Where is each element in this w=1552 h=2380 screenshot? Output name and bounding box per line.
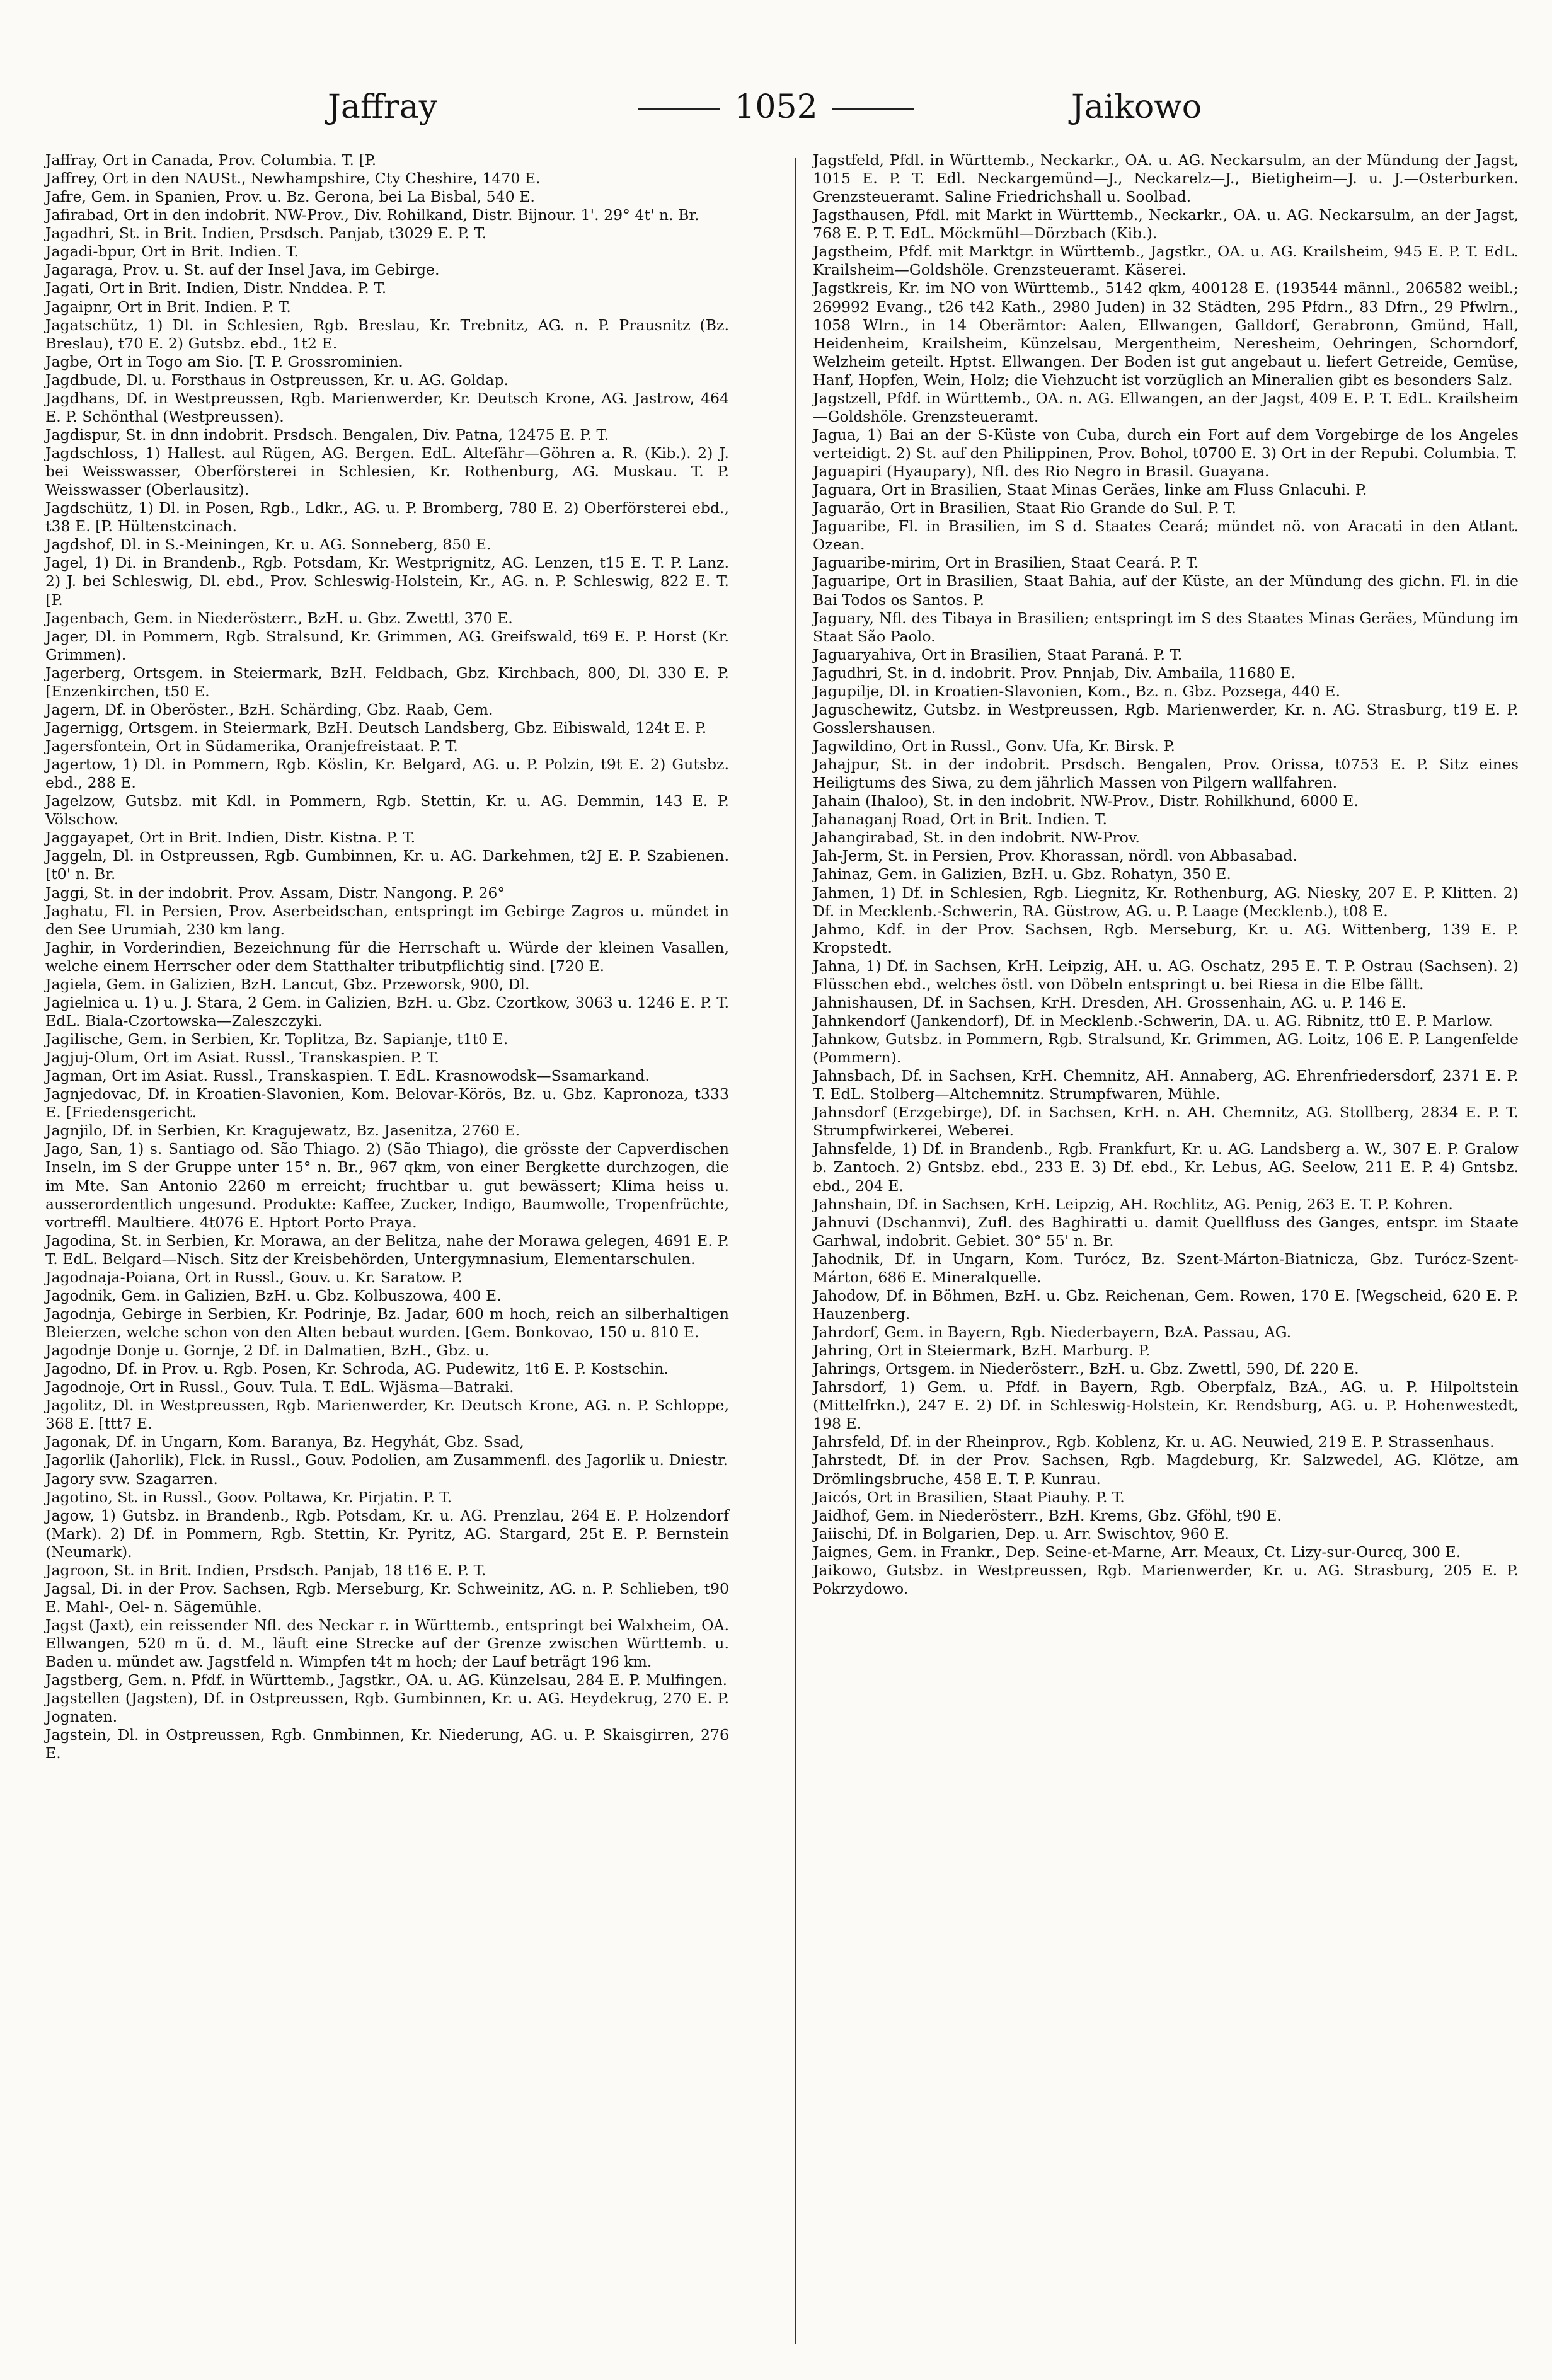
dictionary-entry: Jagupilje, Dl. in Kroatien-Slavonien, Kom., Bz. n. Gbz. Pozsega, 440 E. bbox=[813, 682, 1341, 700]
dictionary-entry: Jagodnje Donje u. Gornje, 2 Df. in Dalmatien, BzH., Gbz. u. bbox=[45, 1342, 490, 1360]
dictionary-entry: Jahnkendorf (Jankendorf), Df. in Mecklenb.-Schwerin, DA. u. AG. Ribnitz, tt0 E. P. Marlow. bbox=[813, 1011, 1493, 1030]
dictionary-entry: Jaggeln, Dl. in Ostpreussen, Rgb. Gumbinnen, Kr. u. AG. Darkehmen, t2J E. P. Szabienen. [t0' n. Br. bbox=[45, 847, 729, 883]
dictionary-entry: Jaignes, Gem. in Frankr., Dep. Seine-et-Marne, Arr. Meaux, Ct. Lizy-sur-Ourcq, 300 E. bbox=[813, 1543, 1461, 1561]
dictionary-entry: Jaghir, in Vorderindien, Bezeichnung für die Herrschaft u. Würde der kleinen Vasallen, welche einem Herrscher oder dem Statthalter tributpflichtig sind. [720 E. bbox=[45, 938, 729, 975]
dictionary-entry: Jagua, 1) Bai an der S-Küste von Cuba, durch ein Fort auf dem Vorgebirge de los Angeles verteidigt. 2) St. auf den Philippinen, Prov. Bohol, t0700 E. 3) Ort in der Repubi. Columbia. T. bbox=[813, 425, 1519, 462]
dictionary-entry: Jahinaz, Gem. in Galizien, BzH. u. Gbz. Rohatyn, 350 E. bbox=[813, 865, 1231, 883]
dictionary-entry: Jaguaribe-mirim, Ort in Brasilien, Staat Ceará. P. T. bbox=[813, 554, 1199, 572]
dictionary-entry: Jahring, Ort in Steiermark, BzH. Marburg. P. bbox=[813, 1342, 1151, 1360]
dictionary-entry: Jagadi-bpur, Ort in Brit. Indien. T. bbox=[45, 243, 299, 261]
dictionary-entry: Jaffray, Ort in Canada, Prov. Columbia. T. [P. bbox=[45, 151, 377, 169]
dictionary-entry: Jagsal, Di. in der Prov. Sachsen, Rgb. Merseburg, Kr. Schweinitz, AG. n. P. Schlieben, t90 E. Mahl-, Oel- n. Sägemühle. bbox=[45, 1579, 729, 1616]
header-dash-right bbox=[832, 108, 914, 110]
dictionary-entry: Jaghatu, Fl. in Persien, Prov. Aserbeidschan, entspringt im Gebirge Zagros u. mündet in den See Urumiah, 230 km lang. bbox=[45, 902, 729, 938]
dictionary-entry: Jagst (Jaxt), ein reissender Nfl. des Neckar r. in Württemb., entspringt bei Walxheim, OA. Ellwangen, 520 m ü. d. M., läuft eine Strecke auf der Grenze zwischen Württemb. u. Baden u. mündet aw. Jagstfeld n. Wimpfen t4t m hoch; der Lauf beträgt 196 km. bbox=[45, 1616, 729, 1671]
dictionary-entry: Jagerberg, Ortsgem. in Steiermark, BzH. Feldbach, Gbz. Kirchbach, 800, Dl. 330 E. P. [Enzenkirchen, t50 E. bbox=[45, 664, 729, 700]
dictionary-entry: Jagolitz, Dl. in Westpreussen, Rgb. Marienwerder, Kr. Deutsch Krone, AG. n. P. Schloppe, 368 E. [ttt7 E. bbox=[45, 1396, 729, 1433]
dictionary-entry: Jahain (Ihaloo), St. in den indobrit. NW-Prov., Distr. Rohilkhund, 6000 E. bbox=[813, 792, 1359, 810]
dictionary-entry: Jagstberg, Gem. n. Pfdf. in Württemb., Jagstkr., OA. u. AG. Künzelsau, 284 E. P. Mulfingen. bbox=[45, 1671, 728, 1689]
dictionary-entry: Jagstfeld, Pfdl. in Württemb., Neckarkr., OA. u. AG. Neckarsulm, an der Mündung der Jagst, 1015 E. P. T. Edl. Neckargemünd—J., Neckarelz—J., Bietigheim—J. u. J.—Osterburken. Grenzsteueramt. Saline Friedrichshall u. Soolbad. bbox=[813, 151, 1519, 206]
dictionary-entry: Jagbe, Ort in Togo am Sio. [T. P. Grossrominien. bbox=[45, 352, 403, 371]
dictionary-entry: Jahrsdorf, 1) Gem. u. Pfdf. in Bayern, Rgb. Oberpfalz, BzA., AG. u. P. Hilpoltstein (Mittelfrkn.), 247 E. 2) Df. in Schleswig-Holstein, Kr. Rendsburg, AG. u. P. Hohenwestedt, 198 E. bbox=[813, 1378, 1519, 1433]
dictionary-entry: Jagstzell, Pfdf. in Württemb., OA. n. AG. Ellwangen, an der Jagst, 409 E. P. T. EdL. Krailsheim—Goldshöle. Grenzsteueramt. bbox=[813, 389, 1519, 425]
header-left-word: Jaffray bbox=[328, 88, 438, 126]
dictionary-entry: Jaikowo, Gutsbz. in Westpreussen, Rgb. Marienwerder, Kr. u. AG. Strasburg, 205 E. P. Pokrzydowo. bbox=[813, 1561, 1519, 1597]
page-header bbox=[0, 82, 1552, 132]
dictionary-entry: Jahajpur, St. in der indobrit. Prsdsch. Bengalen, Prov. Orissa, t0753 E. P. Sitz eines Heiligtums des Siwa, zu dem jährlich Massen von Pilgern wallfahren. bbox=[813, 756, 1519, 792]
dictionary-entry: Jago, San, 1) s. Santiago od. São Thiago. 2) (São Thiago), die grösste der Capverdischen Inseln, im S der Gruppe unter 15° n. Br., 967 qkm, von einer Bergkette durchzogen, die im Mte. San Antonio 2260 m erreicht; fruchtbar u. gut bewässert; Klima heiss u. ausserordentlich ungesund. Produkte: Kaffee, Zucker, Indigo, Baumwolle, Tropenfrüchte, vortreffl. Maultiere. 4t076 E. Hptort Porto Praya. bbox=[45, 1140, 729, 1231]
dictionary-entry: Jagow, 1) Gutsbz. in Brandenb., Rgb. Potsdam, Kr. u. AG. Prenzlau, 264 E. P. Holzendorf (Mark). 2) Df. in Pommern, Rgb. Stettin, Kr. Pyritz, AG. Stargard, 25t E. P. Bernstein (Neumark). bbox=[45, 1506, 729, 1561]
dictionary-entry: Jaiischi, Df. in Bolgarien, Dep. u. Arr. Swischtov, 960 E. bbox=[813, 1524, 1230, 1543]
dictionary-entry: Jagudhri, St. in d. indobrit. Prov. Pnnjab, Div. Ambaila, 11680 E. bbox=[813, 664, 1296, 682]
dictionary-entry: Jahnkow, Gutsbz. in Pommern, Rgb. Stralsund, Kr. Grimmen, AG. Loitz, 106 E. P. Langenfelde (Pommern). bbox=[813, 1030, 1519, 1067]
dictionary-entry: Jagdispur, St. in dnn indobrit. Prsdsch. Bengalen, Div. Patna, 12475 E. P. T. bbox=[45, 425, 609, 444]
dictionary-entry: Jaggayapet, Ort in Brit. Indien, Distr. Kistna. P. T. bbox=[45, 829, 416, 847]
dictionary-entry: Jagdshof, Dl. in S.-Meiningen, Kr. u. AG. Sonneberg, 850 E. bbox=[45, 536, 491, 554]
dictionary-entry: Jahanaganj Road, Ort in Brit. Indien. T. bbox=[813, 810, 1107, 829]
dictionary-entry: Jaffrey, Ort in den NAUSt., Newhampshire, Cty Cheshire, 1470 E. bbox=[45, 170, 541, 188]
dictionary-entry: Jagadhri, St. in Brit. Indien, Prsdsch. Panjab, t3029 E. P. T. bbox=[45, 224, 487, 243]
dictionary-entry: Jagdschütz, 1) Dl. in Posen, Rgb., Ldkr., AG. u. P. Bromberg, 780 E. 2) Oberförsterei ebd., t38 E. [P. Hültenstcinach. bbox=[45, 499, 729, 536]
dictionary-entry: Jagstkreis, Kr. im NO von Württemb., 5142 qkm, 400128 E. (193544 männl., 206582 weibl.; 269992 Evang., t26 t42 Kath., 2980 Juden) in 32 Städten, 295 Pfdrn., 83 Dfrn., 29 Pfwlrn., 1058 Wlrn., in 14 Oberämtor: Aalen, Ellwangen, Galldorf, Gerabronn, Gmünd, Hall, Heidenheim, Krailsheim, Künzelsau, Mergentheim, Neresheim, Oehringen, Schorndorf, Welzheim geteilt. Hptst. Ellwangen. Der Boden ist gut angebaut u. liefert Getreide, Gemüse, Hanf, Hopfen, Wein, Holz; die Viehzucht ist vorzüglich an Mineralien gibt es besonders Salz. bbox=[813, 279, 1519, 389]
dictionary-entry: Jahnshain, Df. in Sachsen, KrH. Leipzig, AH. Rochlitz, AG. Penig, 263 E. T. P. Kohren. bbox=[813, 1195, 1453, 1213]
dictionary-entry: Jagory svw. Szagarren. bbox=[45, 1469, 218, 1488]
dictionary-entry: Jaguara, Ort in Brasilien, Staat Minas Geräes, linke am Fluss Gnlacuhi. P. bbox=[813, 481, 1367, 499]
dictionary-entry: Jager, Dl. in Pommern, Rgb. Stralsund, Kr. Grimmen, AG. Greifswald, t69 E. P. Horst (Kr. Grimmen). bbox=[45, 627, 729, 664]
dictionary-entry: Jaguaryahiva, Ort in Brasilien, Staat Paraná. P. T. bbox=[813, 645, 1183, 664]
dictionary-entry: Jagman, Ort im Asiat. Russl., Transkaspien. T. EdL. Krasnowodsk—Ssamarkand. bbox=[45, 1067, 650, 1085]
left-column bbox=[45, 151, 729, 1763]
dictionary-entry: Jahrdorf, Gem. in Bayern, Rgb. Niederbayern, BzA. Passau, AG. bbox=[813, 1323, 1292, 1341]
dictionary-entry: Jagorlik (Jahorlik), Flck. in Russl., Gouv. Podolien, am Zusammenfl. des Jagorlik u. Dniestr. bbox=[45, 1451, 728, 1469]
dictionary-entry: Jagielnica u. 1) u. J. Stara, 2 Gem. in Galizien, BzH. u. Gbz. Czortkow, 3063 u. 1246 E. P. T. EdL. Biala-Czortowska—Zaleszczyki. bbox=[45, 993, 729, 1030]
dictionary-entry: Jahnuvi (Dschannvi), Zufl. des Baghiratti u. damit Quellfluss des Ganges, entspr. im Staate Garhwal, indobrit. Gebiet. 30° 55' n. Br. bbox=[813, 1213, 1519, 1250]
dictionary-entry: Jagodno, Df. in Prov. u. Rgb. Posen, Kr. Schroda, AG. Pudewitz, 1t6 E. P. Kostschin. bbox=[45, 1360, 669, 1378]
dictionary-entry: Jahangirabad, St. in den indobrit. NW-Prov. bbox=[813, 829, 1140, 847]
dictionary-entry: Jagel, 1) Di. in Brandenb., Rgb. Potsdam, Kr. Westprignitz, AG. Lenzen, t15 E. T. P. Lanz. 2) J. bei Schleswig, Dl. ebd., Prov. Schleswig-Holstein, Kr., AG. n. P. Schleswig, 822 E. T. [P. bbox=[45, 554, 729, 609]
dictionary-entry: Jagaipnr, Ort in Brit. Indien. P. T. bbox=[45, 297, 291, 316]
dictionary-entry: Jagernigg, Ortsgem. in Steiermark, BzH. Deutsch Landsberg, Gbz. Eibiswald, 124t E. P. bbox=[45, 718, 707, 737]
dictionary-entry: Jahmo, Kdf. in der Prov. Sachsen, Rgb. Merseburg, Kr. u. AG. Wittenberg, 139 E. P. Kropstedt. bbox=[813, 920, 1519, 957]
dictionary-entry: Jagilische, Gem. in Serbien, Kr. Toplitza, Bz. Sapianje, t1t0 E. bbox=[45, 1030, 509, 1048]
dictionary-entry: Jagatschütz, 1) Dl. in Schlesien, Rgb. Breslau, Kr. Trebnitz, AG. n. P. Prausnitz (Bz. Breslau), t70 E. 2) Gutsbz. ebd., 1t2 E. bbox=[45, 316, 729, 352]
dictionary-entry: Jagelzow, Gutsbz. mit Kdl. in Pommern, Rgb. Stettin, Kr. u. AG. Demmin, 143 E. P. Völschow. bbox=[45, 792, 729, 829]
dictionary-entry: Jagonak, Df. in Ungarn, Kom. Baranya, Bz. Hegyhát, Gbz. Ssad, bbox=[45, 1433, 524, 1451]
dictionary-entry: Jafre, Gem. in Spanien, Prov. u. Bz. Gerona, bei La Bisbal, 540 E. bbox=[45, 188, 535, 206]
dictionary-entry: Jafirabad, Ort in den indobrit. NW-Prov., Div. Rohilkand, Distr. Bijnour. 1'. 29° 4t' n. Br. bbox=[45, 206, 699, 224]
dictionary-entry: Jahrings, Ortsgem. in Niederösterr., BzH. u. Gbz. Zwettl, 590, Df. 220 E. bbox=[813, 1360, 1359, 1378]
dictionary-entry: Jagstein, Dl. in Ostpreussen, Rgb. Gnmbinnen, Kr. Niederung, AG. u. P. Skaisgirren, 276 E. bbox=[45, 1726, 729, 1762]
dictionary-entry: Jagstheim, Pfdf. mit Marktgr. in Württemb., Jagstkr., OA. u. AG. Krailsheim, 945 E. P. T. EdL. Krailsheim—Goldshöle. Grenzsteueramt. Käserei. bbox=[813, 243, 1519, 279]
dictionary-entry: Jagodina, St. in Serbien, Kr. Morawa, an der Belitza, nahe der Morawa gelegen, 4691 E. P. T. EdL. Belgard—Nisch. Sitz der Kreisbehörden, Untergymnasium, Elementarschulen. bbox=[45, 1231, 729, 1268]
dictionary-entry: Jahodnik, Df. in Ungarn, Kom. Turócz, Bz. Szent-Márton-Biatnicza, Gbz. Turócz-Szent-Márton, 686 E. Mineralquelle. bbox=[813, 1250, 1519, 1286]
dictionary-entry: Jagodnik, Gem. in Galizien, BzH. u. Gbz. Kolbuszowa, 400 E. bbox=[45, 1286, 502, 1304]
dictionary-entry: Jagodnoje, Ort in Russl., Gouv. Tula. T. EdL. Wjäsma—Batraki. bbox=[45, 1378, 514, 1396]
header-center bbox=[0, 82, 1552, 132]
dictionary-entry: Jahnishausen, Df. in Sachsen, KrH. Dresden, AH. Grossenhain, AG. u. P. 146 E. bbox=[813, 993, 1407, 1011]
dictionary-entry: Jagodnja, Gebirge in Serbien, Kr. Podrinje, Bz. Jadar, 600 m hoch, reich an silberhaltigen Bleierzen, welche schon von den Alten bebaut wurden. [Gem. Bonkovao, 150 u. 810 E. bbox=[45, 1304, 729, 1341]
dictionary-entry: Jagern, Df. in Oberöster., BzH. Schärding, Gbz. Raab, Gem. bbox=[45, 700, 493, 718]
dictionary-entry: Jagertow, 1) Dl. in Pommern, Rgb. Köslin, Kr. Belgard, AG. u. P. Polzin, t9t E. 2) Gutsbz. ebd., 288 E. bbox=[45, 756, 729, 792]
dictionary-entry: Jaguarão, Ort in Brasilien, Staat Rio Grande do Sul. P. T. bbox=[813, 499, 1237, 517]
dictionary-entry: Jahnsdorf (Erzgebirge), Df. in Sachsen, KrH. n. AH. Chemnitz, AG. Stollberg, 2834 E. P. T. Strumpfwirkerei, Weberei. bbox=[813, 1103, 1519, 1140]
dictionary-entry: Jagstellen (Jagsten), Df. in Ostpreussen, Rgb. Gumbinnen, Kr. u. AG. Heydekrug, 270 E. P. Jognaten. bbox=[45, 1689, 729, 1726]
dictionary-entry: Jagaraga, Prov. u. St. auf der Insel Java, im Gebirge. bbox=[45, 261, 440, 279]
header-dash-left bbox=[638, 108, 720, 110]
right-column bbox=[813, 151, 1519, 1598]
page-number: 1052 bbox=[734, 88, 818, 126]
dictionary-entry: Jahrstedt, Df. in der Prov. Sachsen, Rgb. Magdeburg, Kr. Salzwedel, AG. Klötze, am Drömlingsbruche, 458 E. T. P. Kunrau. bbox=[813, 1451, 1519, 1488]
dictionary-entry: Jagotino, St. in Russl., Goov. Poltawa, Kr. Pirjatin. P. T. bbox=[45, 1488, 452, 1506]
dictionary-entry: Jahrsfeld, Df. in der Rheinprov., Rgb. Koblenz, Kr. u. AG. Neuwied, 219 E. P. Strassenhaus. bbox=[813, 1433, 1495, 1451]
dictionary-entry: Jahodow, Df. in Böhmen, BzH. u. Gbz. Reichenan, Gem. Rowen, 170 E. [Wegscheid, 620 E. P. Hauzenberg. bbox=[813, 1286, 1519, 1323]
dictionary-entry: Jagroon, St. in Brit. Indien, Prsdsch. Panjab, 18 t16 E. P. T. bbox=[45, 1561, 486, 1579]
dictionary-entry: Jagdschloss, 1) Hallest. aul Rügen, AG. Bergen. EdL. Altefähr—Göhren a. R. (Kib.). 2) J. bei Weisswasser, Oberförsterei in Schlesien, Kr. Rothenburg, AG. Muskau. T. P. Weisswasser (Oberlausitz). bbox=[45, 444, 729, 499]
dictionary-entry: Jaggi, St. in der indobrit. Prov. Assam, Distr. Nangong. P. 26° bbox=[45, 883, 505, 902]
dictionary-entry: Jagenbach, Gem. in Niederösterr., BzH. u. Gbz. Zwettl, 370 E. bbox=[45, 609, 513, 627]
dictionary-entry: Jagjuj-Olum, Ort im Asiat. Russl., Transkaspien. P. T. bbox=[45, 1049, 439, 1067]
dictionary-entry: Jagati, Ort in Brit. Indien, Distr. Nnddea. P. T. bbox=[45, 279, 387, 297]
dictionary-entry: Jagsthausen, Pfdl. mit Markt in Württemb., Neckarkr., OA. u. AG. Neckarsulm, an der Jagst, 768 E. P. T. EdL. Möckmühl—Dörzbach (Kib.). bbox=[813, 206, 1519, 243]
dictionary-entry: Jahna, 1) Df. in Sachsen, KrH. Leipzig, AH. u. AG. Oschatz, 295 E. T. P. Ostrau (Sachsen). 2) Flüsschen ebd., welches östl. von Döbeln entspringt u. bei Riesa in die Elbe fällt. bbox=[813, 957, 1519, 993]
dictionary-entry: Jaguaripe, Ort in Brasilien, Staat Bahia, auf der Küste, an der Mündung des gichn. Fl. in die Bai Todos os Santos. P. bbox=[813, 572, 1519, 609]
dictionary-entry: Jahmen, 1) Df. in Schlesien, Rgb. Liegnitz, Kr. Rothenburg, AG. Niesky, 207 E. P. Klitten. 2) Df. in Mecklenb.-Schwerin, RA. Güstrow, AG. u. P. Laage (Mecklenb.), t08 E. bbox=[813, 883, 1519, 920]
dictionary-entry: Jaguary, Nfl. des Tibaya in Brasilien; entspringt im S des Staates Minas Geräes, Mündung im Staat São Paolo. bbox=[813, 609, 1519, 645]
dictionary-entry: Jagiela, Gem. in Galizien, BzH. Lancut, Gbz. Przeworsk, 900, Dl. bbox=[45, 975, 530, 993]
dictionary-entry: Jah-Jerm, St. in Persien, Prov. Khorassan, nördl. von Abbasabad. bbox=[813, 847, 1298, 865]
dictionary-entry: Jagodnaja-Poiana, Ort in Russl., Gouv. u. Kr. Saratow. P. bbox=[45, 1268, 463, 1286]
dictionary-entry: Jagdhans, Df. in Westpreussen, Rgb. Marienwerder, Kr. Deutsch Krone, AG. Jastrow, 464 E. P. Schönthal (Westpreussen). bbox=[45, 389, 729, 425]
dictionary-entry: Jagnjedovac, Df. in Kroatien-Slavonien, Kom. Belovar-Körös, Bz. u. Gbz. Kapronoza, t333 E. [Friedensgericht. bbox=[45, 1085, 729, 1122]
column-divider bbox=[795, 158, 796, 2344]
dictionary-entry: Jahnsfelde, 1) Df. in Brandenb., Rgb. Frankfurt, Kr. u. AG. Landsberg a. W., 307 E. P. Gralow b. Zantoch. 2) Gntsbz. ebd., 233 E. 3) Df. ebd., Kr. Lebus, AG. Seelow, 211 E. P. 4) Gntsbz. ebd., 204 E. bbox=[813, 1140, 1519, 1195]
dictionary-entry: Jaidhof, Gem. in Niederösterr., BzH. Krems, Gbz. Gföhl, t90 E. bbox=[813, 1506, 1282, 1524]
dictionary-entry: Jaguaribe, Fl. in Brasilien, im S d. Staates Ceará; mündet nö. von Aracati in den Atlant. Ozean. bbox=[813, 517, 1519, 554]
dictionary-entry: Jaguapiri (Hyaupary), Nfl. des Rio Negro in Brasil. Guayana. bbox=[813, 463, 1270, 481]
dictionary-entry: Jaguschewitz, Gutsbz. in Westpreussen, Rgb. Marienwerder, Kr. n. AG. Strasburg, t19 E. P. Gosslershausen. bbox=[813, 700, 1519, 737]
dictionary-entry: Jagnjilo, Df. in Serbien, Kr. Kragujewatz, Bz. Jasenitza, 2760 E. bbox=[45, 1122, 520, 1140]
dictionary-entry: Jagersfontein, Ort in Südamerika, Oranjefreistaat. P. T. bbox=[45, 737, 458, 755]
dictionary-entry: Jaicós, Ort in Brasilien, Staat Piauhy. P. T. bbox=[813, 1488, 1125, 1506]
dictionary-entry: Jagwildino, Ort in Russl., Gonv. Ufa, Kr. Birsk. P. bbox=[813, 737, 1175, 755]
dictionary-entry: Jagdbude, Dl. u. Forsthaus in Ostpreussen, Kr. u. AG. Goldap. bbox=[45, 371, 509, 389]
dictionary-entry: Jahnsbach, Df. in Sachsen, KrH. Chemnitz, AH. Annaberg, AG. Ehrenfriedersdorf, 2371 E. P. T. EdL. Stolberg—Altchemnitz. Strumpfwaren, Mühle. bbox=[813, 1067, 1519, 1103]
header-right-word: Jaikowo bbox=[1071, 88, 1202, 126]
